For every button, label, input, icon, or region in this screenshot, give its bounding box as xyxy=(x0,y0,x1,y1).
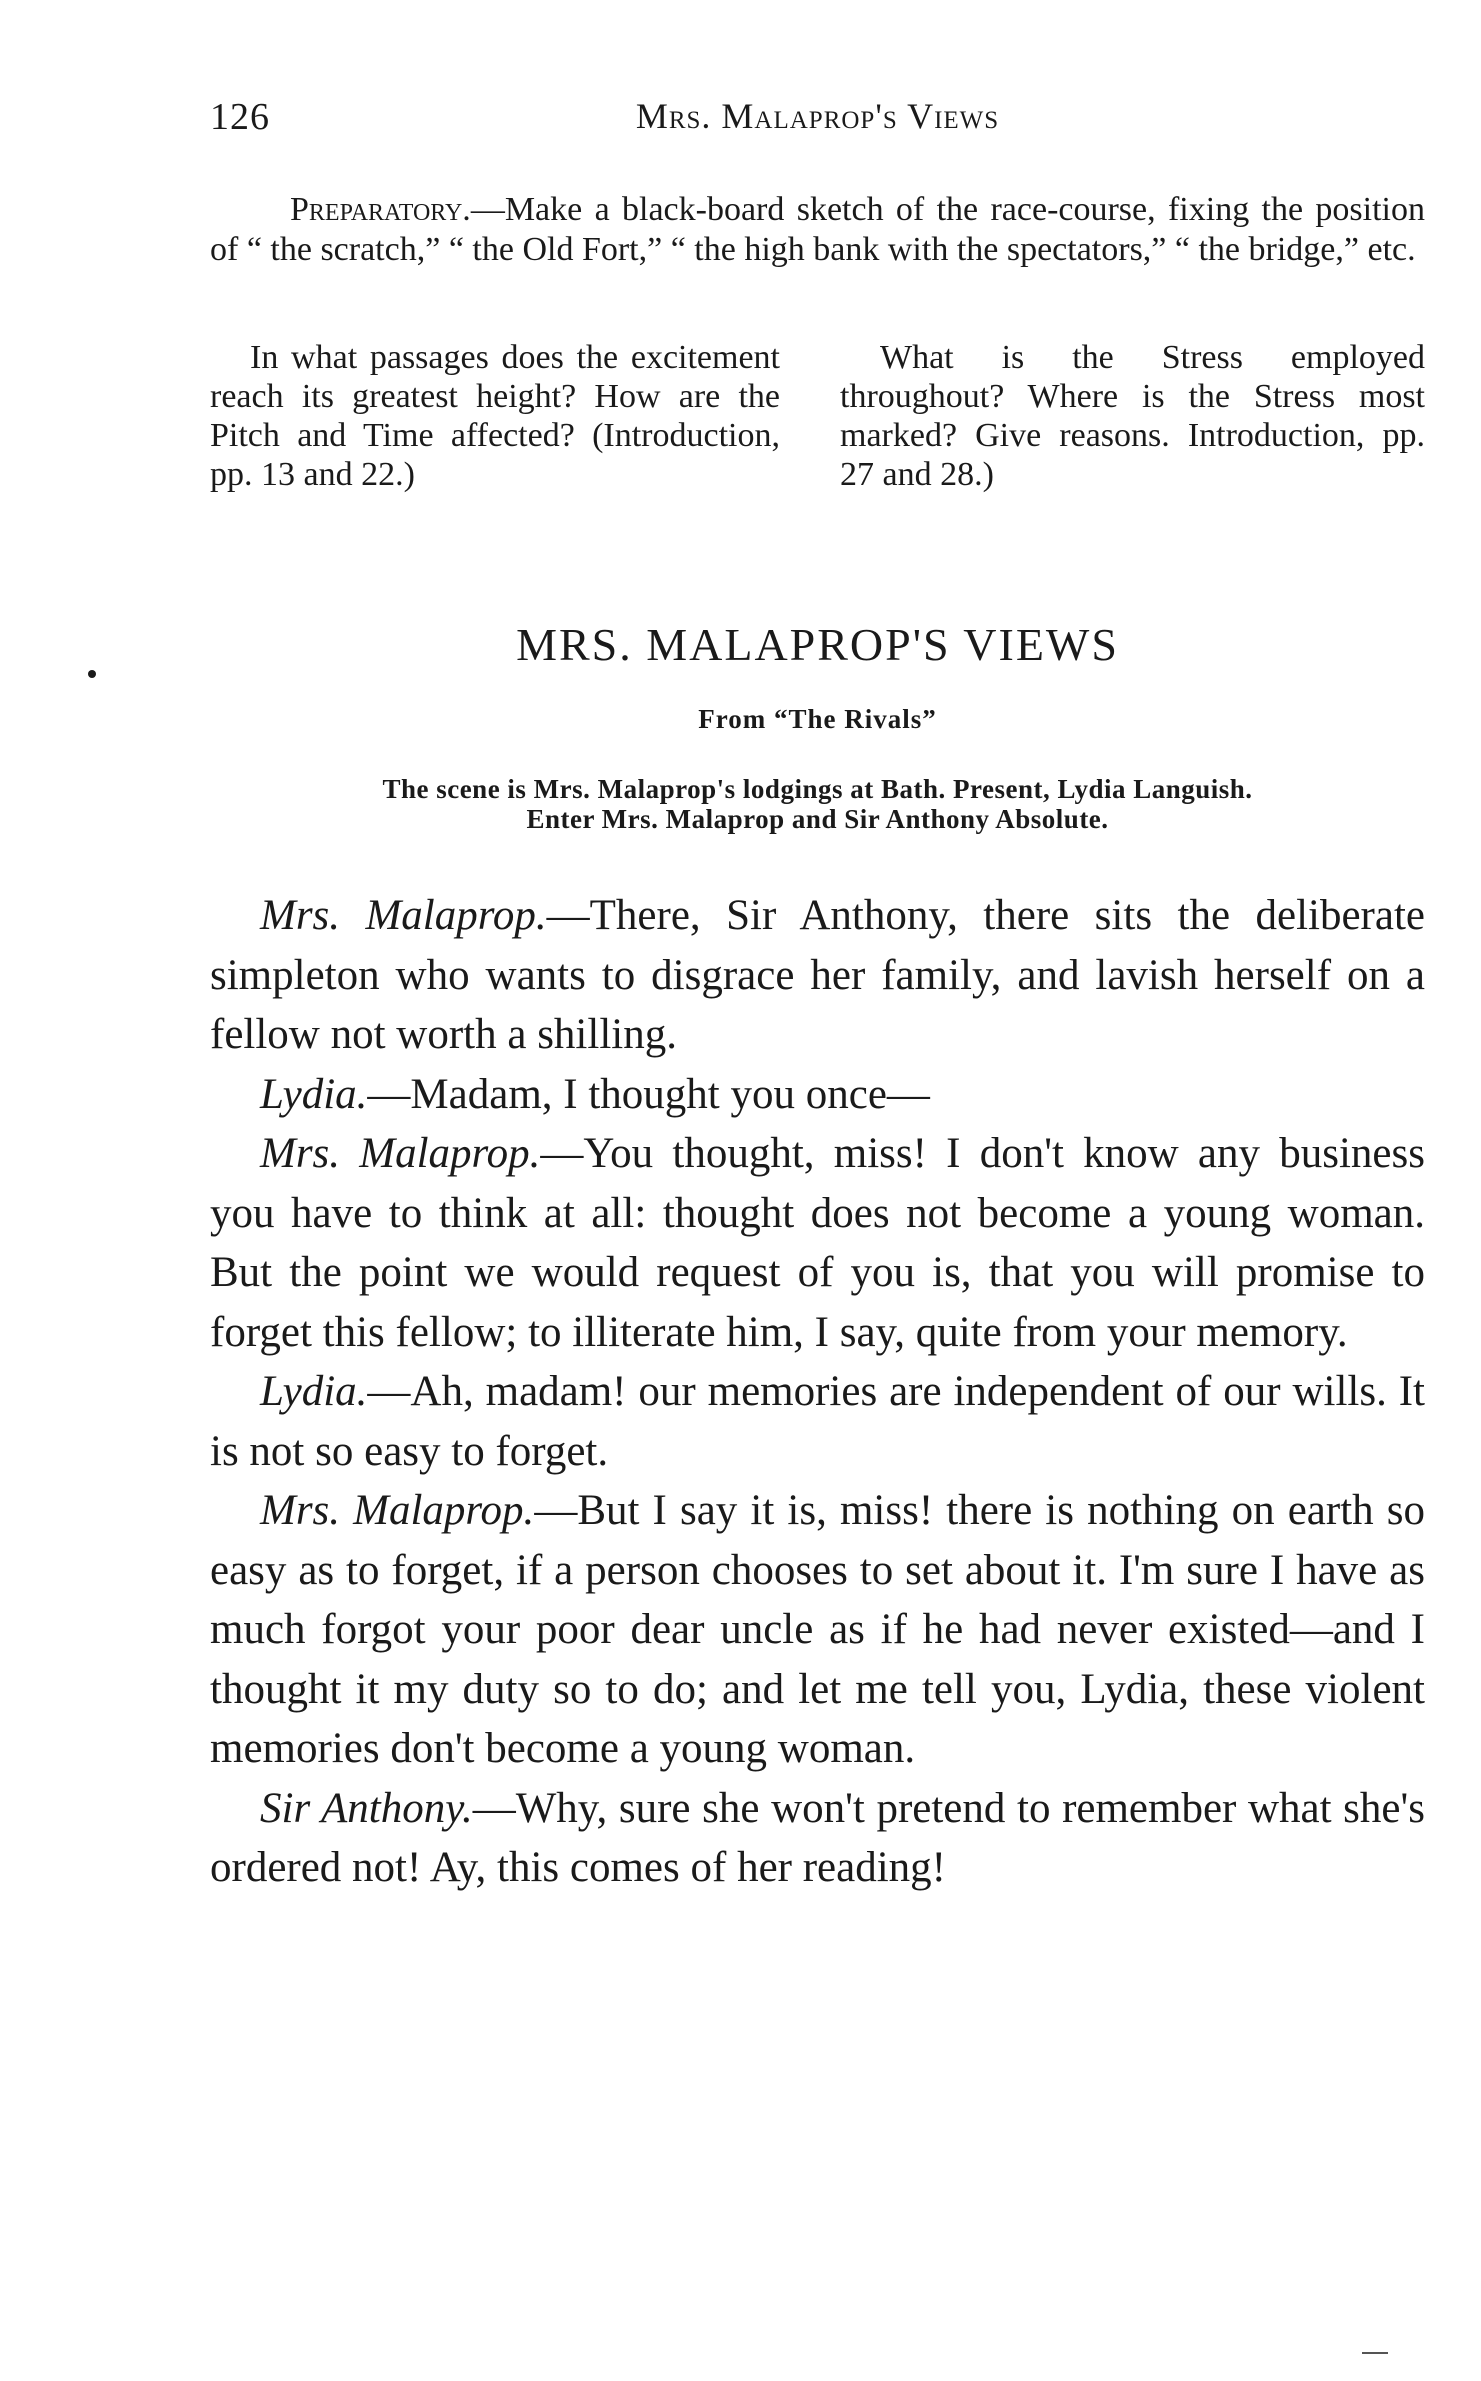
speaker-name: Mrs. Malaprop. xyxy=(260,892,547,939)
preparatory-paragraph xyxy=(210,190,1425,270)
question-column-left: In what passages does the excitement reach its greatest height? How are the Pitch and Time affected? (Introduction, pp. 13 and 22.) xyxy=(210,339,780,493)
running-head: Mrs. Malaprop's Views xyxy=(635,96,1000,136)
page-header xyxy=(210,95,1425,155)
preparatory-text: —Make a black-board sketch of the race-course, fixing the position of “ the scratch,” “ the Old Fort,” “ the high bank with the spectators,” “ the bridge,” etc. xyxy=(210,191,1425,268)
margin-dot xyxy=(88,670,96,678)
speech-5 xyxy=(210,1481,1425,1779)
page-number: 126 xyxy=(210,96,270,138)
speech-text: —There, Sir Anthony, there sits the deliberate simpleton who wants to disgrace her family, and lavish herself on a fellow not worth a shilling. xyxy=(210,892,1425,1058)
corner-mark xyxy=(1362,2352,1388,2354)
preparatory-label: Preparatory. xyxy=(290,191,471,228)
speech-1 xyxy=(210,886,1425,1065)
speaker-name: Mrs. Malaprop. xyxy=(260,1487,535,1534)
question-column-right: What is the Stress employed throughout? Where is the Stress most marked? Give reasons. Introduction, pp. 27 and 28.) xyxy=(840,339,1425,493)
speech-4 xyxy=(210,1362,1425,1481)
stage-direction-line-2: Enter Mrs. Malaprop and Sir Anthony Absolute. xyxy=(526,804,1109,834)
stage-direction-line-1: The scene is Mrs. Malaprop's lodgings at Bath. Present, Lydia Languish. xyxy=(382,774,1253,804)
speech-3 xyxy=(210,1124,1425,1362)
speaker-name: Lydia. xyxy=(260,1070,368,1118)
piece-title: MRS. MALAPROP'S VIEWS xyxy=(516,619,1119,670)
speech-2 xyxy=(210,1065,1425,1125)
speaker-name: Lydia. xyxy=(260,1368,368,1415)
speech-text: —But I say it is, miss! there is nothing on earth so easy as to forget, if a person chooses to set about it. I'm sure I have as much forgot your poor dear uncle as if he had never existed—and I thought it my duty so to do; and let me tell you, Lydia, these violent memories don't become a young woman. xyxy=(210,1487,1425,1772)
speaker-name: Sir Anthony. xyxy=(260,1784,473,1832)
speech-text: —Why, sure she won't pretend to remember what she's ordered not! Ay, this comes of her reading! xyxy=(210,1784,1425,1891)
speech-text: —You thought, miss! I don't know any business you have to think at all: thought does not become a young woman. But the point we would request of you is, that you will promise to forget this fellow; to illiterate him, I say, quite from your memory. xyxy=(210,1130,1425,1356)
speech-6 xyxy=(210,1779,1425,1898)
speaker-name: Mrs. Malaprop. xyxy=(260,1130,541,1177)
speech-text: —Madam, I thought you once— xyxy=(367,1070,930,1118)
stage-direction xyxy=(210,774,1425,834)
piece-source: From “The Rivals” xyxy=(698,704,937,734)
dialogue xyxy=(210,886,1425,1898)
book-page xyxy=(210,0,1425,2381)
speech-text: —Ah, madam! our memories are independent of our wills. It is not so easy to forget. xyxy=(210,1368,1425,1475)
